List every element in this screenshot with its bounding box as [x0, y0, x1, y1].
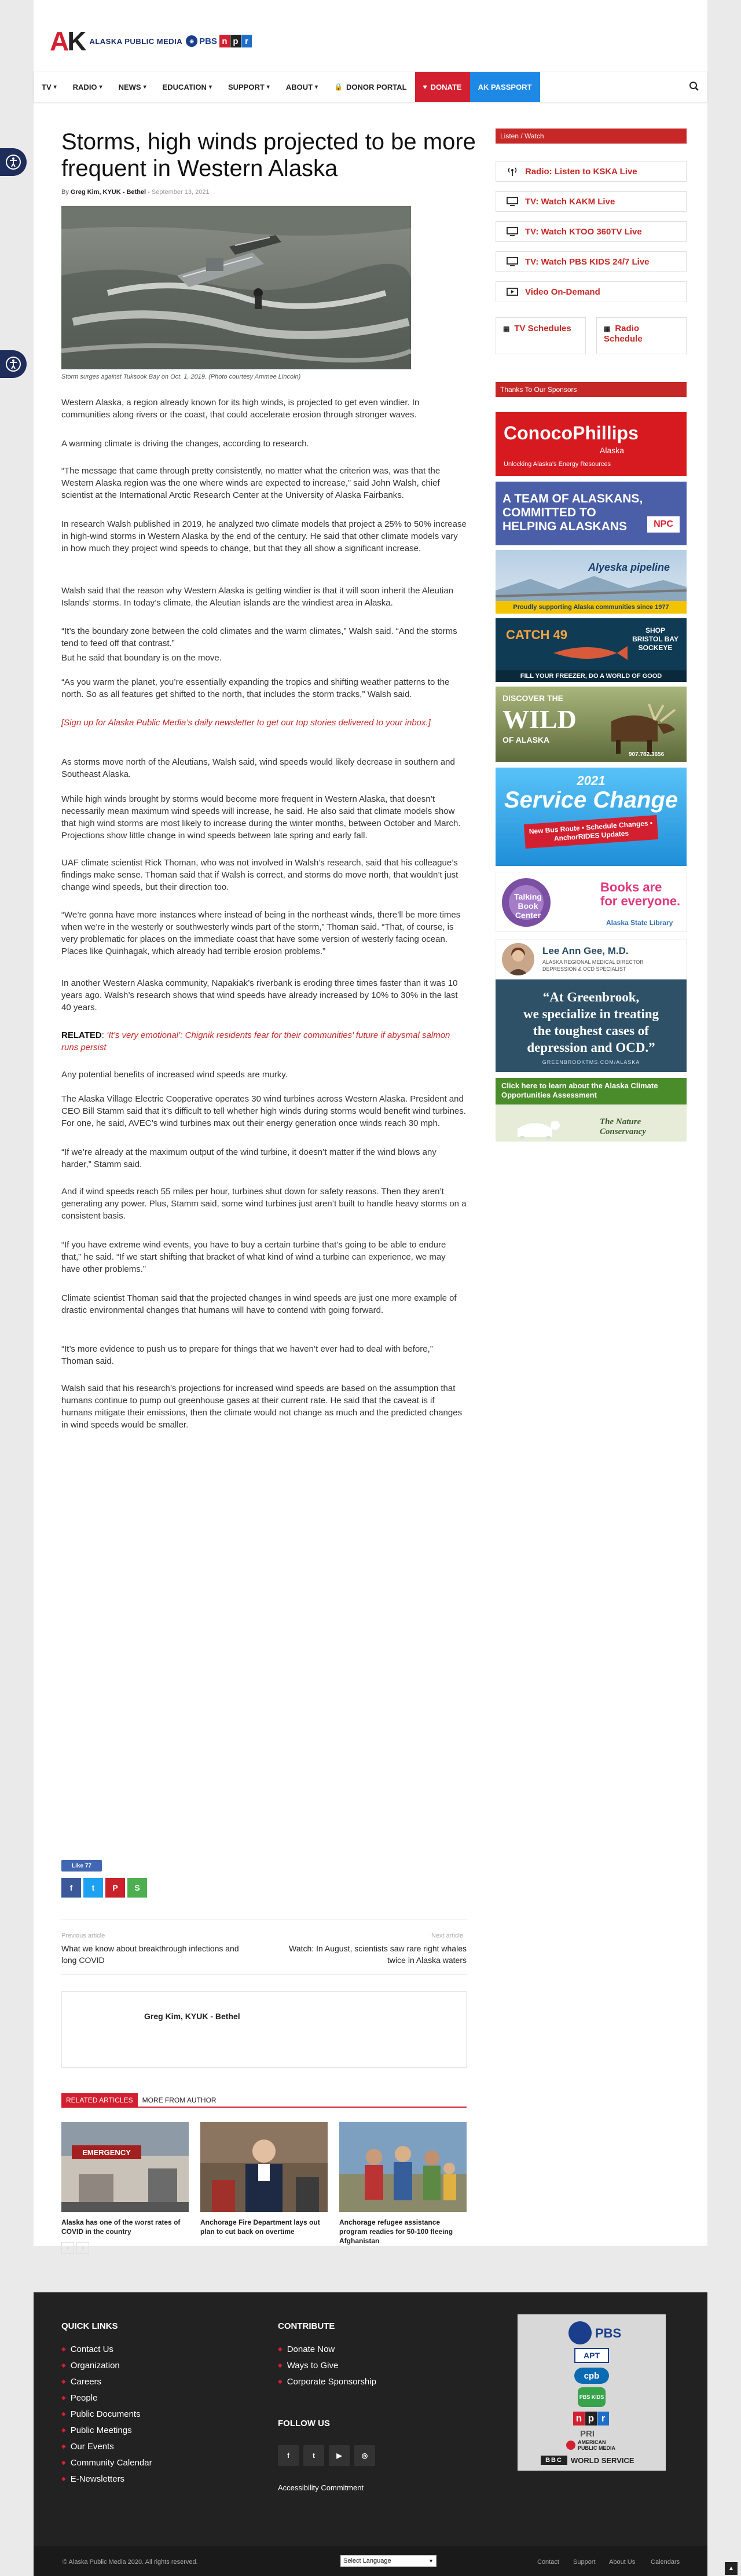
ad-text: HELPING ALASKANS: [502, 520, 628, 533]
sponsor-ad-catch49[interactable]: [496, 618, 687, 682]
byline-prefix: By: [61, 189, 69, 196]
ad-text: GREENBROOKTMS.COM/ALASKA: [542, 1059, 640, 1065]
related-article-card[interactable]: [200, 2122, 328, 2236]
nav-label: AK PASSPORT: [478, 82, 532, 91]
ad-text: Click here to learn about the Alaska Climate Opportunities Assessment: [496, 1078, 687, 1104]
button-label: TV Schedules: [514, 324, 571, 333]
ad-text: Proudly supporting Alaska communities since 1977: [496, 601, 687, 614]
footer-link[interactable]: [278, 2344, 335, 2354]
facebook-icon[interactable]: f: [278, 2445, 299, 2466]
article-paragraph: “As you warm the planet, you’re essentially expanding the tropics and shifting weather patterns to the north. So as all features get shifted to the north, that includes the storm tracks,” Walsh said.: [61, 677, 450, 699]
logo-ak-k: K: [67, 26, 85, 56]
tv-icon: [507, 197, 518, 206]
ad-text: DISCOVER THE: [502, 693, 564, 703]
footer-bottom-link[interactable]: Contact: [537, 2559, 559, 2566]
link-label: Our Events: [70, 2442, 114, 2452]
radio-schedule-button[interactable]: [596, 317, 687, 354]
author-link[interactable]: Greg Kim, KYUK - Bethel: [70, 189, 146, 196]
footer-link[interactable]: [278, 2377, 376, 2387]
partner-logos: [518, 2314, 666, 2471]
bullet-icon: ◆: [61, 2379, 66, 2385]
ad-text: 2021: [577, 773, 606, 788]
nav-item-about[interactable]: [278, 72, 326, 102]
pbs-logo-icon: [568, 2321, 592, 2344]
related-prev-page[interactable]: ‹: [61, 2242, 74, 2254]
follow-us-heading: FOLLOW US: [278, 2419, 330, 2428]
ad-text: 907.782.3656: [629, 751, 665, 758]
link-label: Public Meetings: [70, 2425, 132, 2435]
ad-text: Books are for everyone.: [600, 880, 681, 908]
lock-icon: 🔒: [334, 83, 343, 91]
tv-schedules-button[interactable]: [496, 317, 586, 354]
pbs-logo-text: PBS: [199, 36, 217, 46]
article-paragraph: But he said that boundary is on the move.: [61, 653, 222, 663]
related-inline: [61, 1029, 467, 1054]
npr-letter: n: [219, 35, 230, 47]
button-label: Radio Schedule: [604, 324, 643, 344]
bullet-icon: ◆: [61, 2460, 66, 2466]
cpb-logo: cpb: [574, 2368, 609, 2384]
newsletter-signup-link[interactable]: [Sign up for Alaska Public Media’s daily newsletter to get our top stories delivered to your inbox.]: [61, 718, 431, 728]
nav-label: SUPPORT: [228, 82, 265, 91]
sponsor-ad-service-change[interactable]: [496, 768, 687, 866]
ad-text: Alaska: [600, 446, 625, 455]
accessibility-icon: [6, 357, 21, 372]
ad-text: Lee Ann Gee, M.D.: [542, 945, 629, 956]
sponsor-ad-wildlife[interactable]: [496, 687, 687, 762]
tv-icon: [507, 257, 518, 266]
footer-bottom-link[interactable]: About Us: [609, 2559, 636, 2566]
contribute-heading: CONTRIBUTE: [278, 2321, 335, 2331]
ad-text: COMMITTED TO: [502, 506, 596, 519]
sponsor-ad-npc[interactable]: [496, 482, 687, 545]
divider: [61, 1974, 467, 1975]
ad-text: The Nature Conservancy: [600, 1117, 646, 1136]
emergency-sign-text: EMERGENCY: [82, 2148, 131, 2157]
related-article-image: [61, 2122, 189, 2212]
share-whatsapp-button[interactable]: S: [127, 1878, 147, 1898]
video-on-demand-button[interactable]: [496, 281, 687, 302]
listen-watch-heading: Listen / Watch: [496, 129, 687, 144]
bullet-icon: ◆: [61, 2411, 66, 2417]
back-to-top-button[interactable]: [725, 2562, 738, 2575]
accessibility-toggle[interactable]: [0, 148, 27, 176]
footer-link[interactable]: [61, 2425, 132, 2435]
footer-link[interactable]: [61, 2393, 97, 2403]
link-label: Contact Us: [70, 2344, 113, 2354]
footer-link[interactable]: [61, 2442, 114, 2452]
sponsor-ad-alyeska[interactable]: [496, 550, 687, 614]
site-logo[interactable]: [50, 25, 252, 57]
link-label: People: [70, 2393, 98, 2403]
pbs-kids-logo: PBS KIDS: [578, 2387, 606, 2407]
article-paragraph: “If you have extreme wind events, you have to buy a certain turbine that’s going to be able to endure that,” he said. “If we start shifting that bracket of what kind of wind a turbine can experience, we may have other problems.”: [61, 1240, 446, 1274]
chevron-down-icon: ▾: [143, 83, 146, 90]
sponsor-ad-conocophillips[interactable]: [496, 412, 687, 476]
footer-bottom-link[interactable]: Support: [573, 2559, 596, 2566]
bullet-icon: ◆: [61, 2346, 66, 2353]
npr-letter: r: [241, 35, 252, 47]
footer-link[interactable]: [278, 2361, 338, 2370]
chevron-down-icon: ▼: [428, 2558, 434, 2564]
button-label: TV: Watch PBS KIDS 24/7 Live: [525, 256, 650, 267]
link-label: Donate Now: [287, 2344, 335, 2354]
calendar-icon: ▦: [604, 325, 611, 333]
bullet-icon: ◆: [278, 2379, 283, 2385]
nav-label: TV: [42, 82, 52, 91]
article-paragraph: The Alaska Village Electric Cooperative operates 30 wind turbines across Western Alaska. President and CEO Bill Stamm said that it’s difficult to tell whether high winds during storms would benefit wind turbines. For one, he said, AVEC’s wind turbines max out their energy generation once winds reach 30 mph.: [61, 1094, 466, 1128]
share-facebook-button[interactable]: f: [61, 1878, 81, 1898]
related-article-image: [339, 2122, 467, 2212]
nav-label: EDUCATION: [162, 82, 207, 91]
ad-text: OF ALASKA: [502, 735, 550, 744]
apm-logo-text: AMERICAN: [578, 2439, 606, 2445]
heart-icon: ♥: [423, 83, 427, 91]
ad-text: ALASKA REGIONAL MEDICAL DIRECTOR: [542, 959, 644, 965]
pbs-logo-text: PBS: [595, 2326, 622, 2340]
nav-item-education[interactable]: [155, 72, 220, 102]
hero-caption: Storm surges against Tuksook Bay on Oct. 1, 2019. (Photo courtesy Ammee Lincoln): [61, 373, 301, 380]
ad-text: A TEAM OF ALASKANS,: [502, 492, 643, 505]
chevron-down-icon: ▾: [315, 83, 318, 90]
related-article-title: Anchorage Fire Department lays out plan to cut back on overtime: [200, 2218, 320, 2236]
article-meta: [61, 189, 210, 196]
article-paragraph: “We’re gonna have more instances where instead of being in the northeast winds, there’ll be more times when we’re in the westerly or southwesterly winds part of the storm,” Thoman said. “That, of course, is very problematic for places on the immediate coast that have some version of westerly facing ocean. Places like Quinhagak, which already had terrible erosion problems.”: [61, 910, 461, 956]
related-label: RELATED: [61, 1030, 102, 1040]
ad-text: we specialize in treating: [523, 1007, 659, 1021]
related-article-card[interactable]: [61, 2122, 189, 2236]
npr-logo: [573, 2412, 609, 2425]
chevron-up-icon: ▲: [728, 2565, 735, 2572]
article-paragraph: UAF climate scientist Rick Thoman, who was not involved in Walsh’s research, said that his colleague’s findings make sense. Thoman said that if Walsh is correct, and storms do move north, that wouldn’t just change wind speeds, but their direction too.: [61, 858, 458, 892]
avatar: [502, 943, 534, 975]
link-label: Organization: [70, 2361, 120, 2370]
ad-text: the toughest cases of: [533, 1023, 649, 1038]
youtube-icon[interactable]: ▶: [329, 2445, 350, 2466]
ad-text: depression and OCD.”: [527, 1040, 655, 1055]
ad-text: FILL YOUR FREEZER, DO A WORLD OF GOOD: [496, 670, 687, 682]
footer-link[interactable]: [61, 2474, 124, 2484]
tv-watch-kakm-button[interactable]: [496, 191, 687, 212]
radio-tower-icon: [507, 167, 518, 176]
article-paragraph: In research Walsh published in 2019, he analyzed two climate models that project a 25% to 50% increase in high-wind storms in Western Alaska by the end of the century. He said that other climate models vary in how much they project wind speeds to change, but that they all show a significant increase.: [61, 519, 467, 553]
article-date: September 13, 2021: [151, 189, 210, 196]
quick-links-heading: QUICK LINKS: [61, 2321, 118, 2331]
bullet-icon: ◆: [61, 2427, 66, 2434]
logo-text: ALASKA PUBLIC MEDIA: [89, 36, 183, 46]
article-paragraph: Climate scientist Thoman said that the projected changes in wind speeds are just one more example of drastic environmental changes that humans will have to contend with going forward.: [61, 1293, 457, 1315]
footer-link[interactable]: [61, 2377, 101, 2387]
search-icon[interactable]: [689, 81, 699, 91]
nav-label: DONATE: [430, 82, 462, 91]
accessibility-commitment-link[interactable]: Accessibility Commitment: [278, 2483, 364, 2492]
bullet-icon: ◆: [61, 2443, 66, 2450]
article-paragraph: “It’s the boundary zone between the cold climates and the warm climates,” Walsh said. “And the storms tend to feed off that contrast.”: [61, 626, 457, 648]
bbc-world-service-text: WORLD SERVICE: [571, 2456, 634, 2465]
npr-logo: [219, 35, 252, 47]
pri-logo: PRI: [580, 2429, 595, 2439]
article-title: Storms, high winds projected to be more frequent in Western Alaska: [61, 129, 476, 181]
button-label: TV: Watch KTOO 360TV Live: [525, 226, 642, 237]
twitter-icon[interactable]: t: [303, 2445, 324, 2466]
npr-letter: p: [230, 35, 241, 47]
related-article-card[interactable]: [339, 2122, 467, 2245]
prev-article-label: Previous article: [61, 1932, 105, 1939]
link-label: Public Documents: [70, 2409, 141, 2419]
footer-link[interactable]: [61, 2409, 141, 2419]
tv-icon: [507, 227, 518, 236]
related-article-image: [200, 2122, 328, 2212]
ad-text: Unlocking Alaska’s Energy Resources: [504, 461, 611, 468]
facebook-like-button[interactable]: Like 77: [61, 1860, 102, 1872]
hero-image: [61, 206, 411, 369]
nav-item-support[interactable]: [220, 72, 278, 102]
apm-logo-icon: [566, 2441, 575, 2450]
language-select[interactable]: [340, 2555, 436, 2567]
ad-text: Service Change: [504, 787, 678, 813]
copyright-bar: [34, 2546, 707, 2576]
link-label: Corporate Sponsorship: [287, 2377, 376, 2387]
footer-bottom-link[interactable]: Calendars: [651, 2559, 680, 2566]
chevron-down-icon: ▾: [99, 83, 102, 90]
link-label: Careers: [70, 2377, 102, 2387]
select-value: Select Language: [343, 2557, 391, 2564]
apm-logo-text: PUBLIC MEDIA: [578, 2445, 615, 2451]
npc-logo: NPC: [647, 516, 680, 533]
share-pinterest-button[interactable]: P: [105, 1878, 125, 1898]
meta-separator: -: [148, 189, 152, 196]
ad-text: Talking Book Center: [514, 892, 542, 920]
related-colon: :: [101, 1030, 107, 1040]
article-paragraph: As storms move north of the Aleutians, Walsh said, wind speeds would likely decrease in southern and Southeast Alaska.: [61, 757, 455, 779]
chevron-down-icon: ▾: [266, 83, 270, 90]
chevron-down-icon: ▾: [53, 83, 57, 90]
nav-item-tv[interactable]: [34, 72, 65, 102]
accessibility-icon: [6, 155, 21, 170]
prev-article-link[interactable]: What we know about breakthrough infections and long COVID: [61, 1944, 239, 1965]
bullet-icon: ◆: [278, 2346, 283, 2353]
main-nav: [34, 72, 707, 102]
ad-text: CATCH 49: [506, 628, 567, 642]
ad-text: Alaska State Library: [606, 919, 673, 927]
apt-logo: APT: [574, 2348, 609, 2363]
footer-link[interactable]: [61, 2361, 120, 2370]
tv-watch-ktoo-button[interactable]: [496, 221, 687, 242]
nav-donor-portal[interactable]: [326, 72, 414, 102]
video-icon: [507, 287, 518, 296]
logo-ak-mark: AK: [50, 26, 85, 56]
article-paragraph: Any potential benefits of increased wind speeds are murky.: [61, 1070, 288, 1080]
ad-text: Alyeska pipeline: [588, 562, 670, 573]
nav-label: NEWS: [118, 82, 141, 91]
nav-item-radio[interactable]: [65, 72, 111, 102]
related-tabs: [61, 2093, 467, 2108]
calendar-icon: ▦: [503, 325, 510, 333]
bbc-logo: BBC: [541, 2456, 567, 2465]
sponsor-ad-greenbrook[interactable]: [496, 979, 687, 1072]
article-paragraph: A warming climate is driving the changes, according to research.: [61, 439, 309, 449]
copyright-text: © Alaska Public Media 2020. All rights reserved.: [63, 2559, 198, 2566]
share-twitter-button[interactable]: t: [83, 1878, 103, 1898]
pbs-logo-icon: ◉: [186, 35, 197, 47]
footer-link[interactable]: [61, 2344, 113, 2354]
nav-label: ABOUT: [285, 82, 313, 91]
npr-letter: n: [573, 2412, 585, 2425]
link-label: Community Calendar: [70, 2458, 152, 2468]
ad-text: New Bus Route • Schedule Changes • AnchorRIDES Updates: [524, 815, 658, 849]
next-article-label: Next article: [431, 1932, 464, 1939]
bullet-icon: ◆: [61, 2395, 66, 2401]
article-paragraph: In another Western Alaska community, Napakiak’s riverbank is eroding three times faster than it was 10 years ago. Walsh’s research shows that wind speeds have already increased by 10% to 30% in the last 40 years.: [61, 978, 458, 1012]
bullet-icon: ◆: [278, 2362, 283, 2369]
bullet-icon: ◆: [61, 2362, 66, 2369]
author-box: [61, 1991, 467, 2068]
related-article-title: Alaska has one of the worst rates of COVID in the country: [61, 2218, 181, 2236]
bullet-icon: ◆: [61, 2476, 66, 2482]
author-name[interactable]: Greg Kim, KYUK - Bethel: [144, 2012, 240, 2021]
article-paragraph: Walsh said that the reason why Western Alaska is getting windier is that it will soon inherit the Aleutian Islands’ storms. In today’s climate, the Aleutian islands are the windiest area in Alaska.: [61, 586, 454, 608]
donate-button[interactable]: [415, 72, 470, 102]
npr-letter: p: [585, 2412, 597, 2425]
npr-letter: r: [597, 2412, 609, 2425]
ad-text: ConocoPhillips: [504, 423, 639, 443]
tv-watch-pbs-kids-button[interactable]: [496, 251, 687, 272]
nav-label: DONOR PORTAL: [346, 82, 407, 91]
link-label: E-Newsletters: [70, 2474, 125, 2484]
passport-button[interactable]: [470, 72, 540, 102]
ad-text: WILD: [502, 704, 577, 734]
related-article-title: Anchorage refugee assistance program readies for 50-100 fleeing Afghanistan: [339, 2218, 453, 2245]
button-label: Video On-Demand: [525, 287, 600, 297]
ad-text: “At Greenbrook,: [542, 990, 640, 1004]
accessibility-toggle[interactable]: [0, 350, 27, 378]
ad-text: SHOP BRISTOL BAY SOCKEYE: [632, 626, 678, 652]
article-paragraph: “It’s more evidence to push us to prepare for things that we haven’t ever had to deal with before,” Thoman said.: [61, 1344, 433, 1366]
ad-text: DEPRESSION & OCD SPECIALIST: [542, 966, 626, 972]
related-next-page[interactable]: ›: [76, 2242, 89, 2254]
tab-more-from-author[interactable]: MORE FROM AUTHOR: [142, 2096, 217, 2104]
chevron-down-icon: ▾: [208, 83, 212, 90]
nav-item-news[interactable]: [111, 72, 155, 102]
instagram-icon[interactable]: ◎: [354, 2445, 375, 2466]
article-paragraph: “If we’re already at the maximum output of the wind turbine, it doesn’t matter if the wind blows any harder,” Stamm said.: [61, 1147, 436, 1169]
article-paragraph: And if wind speeds reach 55 miles per hour, turbines shut down for safety reasons. Then they aren’t generating any power. Plus, Stamm said, some wind turbines just aren’t built to handle heavy storms on a consistent basis.: [61, 1187, 467, 1221]
tab-related-articles[interactable]: RELATED ARTICLES: [61, 2093, 138, 2107]
footer: [34, 2292, 707, 2546]
footer-link[interactable]: [61, 2458, 152, 2468]
article-paragraph: Walsh said that his research’s projections for increased wind speeds are based on the assumption that humans continue to pump out greenhouse gases at their current rate. He said that the caveat is if humans mitigate their emissions, then the climate would not change as much and the predicted changes in wind speeds would be smaller.: [61, 1384, 463, 1430]
sponsor-ad-library[interactable]: [496, 872, 687, 932]
button-label: Radio: Listen to KSKA Live: [525, 166, 637, 177]
sponsors-heading: Thanks To Our Sponsors: [496, 382, 687, 397]
button-label: TV: Watch KAKM Live: [525, 196, 615, 207]
related-article-link[interactable]: ‘It’s very emotional’: Chignik residents fear for their communities’ future if abysmal salmon runs persist: [61, 1030, 450, 1052]
sponsor-ad-lee-ann-gee[interactable]: [496, 939, 687, 979]
sponsor-ad-nature-conservancy[interactable]: [496, 1078, 687, 1142]
article-paragraph: “The message that came through pretty consistently, no matter what the criterion was, was that the Western Alaska region was the one where winds are expected to increase,” said John Walsh, chief scientist at the International Arctic Research Center at the University of Alaska Fairbanks.: [61, 466, 441, 500]
next-article-link[interactable]: Watch: In August, scientists saw rare right whales twice in Alaska waters: [289, 1944, 467, 1965]
link-label: Ways to Give: [287, 2361, 339, 2370]
article-paragraph: Western Alaska, a region already known for its high winds, is projected to get even windier. In communities along rivers or the coast, that could accelerate erosion through stronger waves.: [61, 398, 420, 420]
nav-label: RADIO: [72, 82, 97, 91]
radio-listen-live-button[interactable]: [496, 161, 687, 182]
article-paragraph: While high winds brought by storms would become more frequent in Western Alaska, that doesn’t necessarily mean maximum wind speeds will increase, he said. He also said that climate models show that high wind storms are most likely to increase during the winter months, between October and March. Projections show little change in wind speeds between late spring and early fall.: [61, 794, 461, 841]
